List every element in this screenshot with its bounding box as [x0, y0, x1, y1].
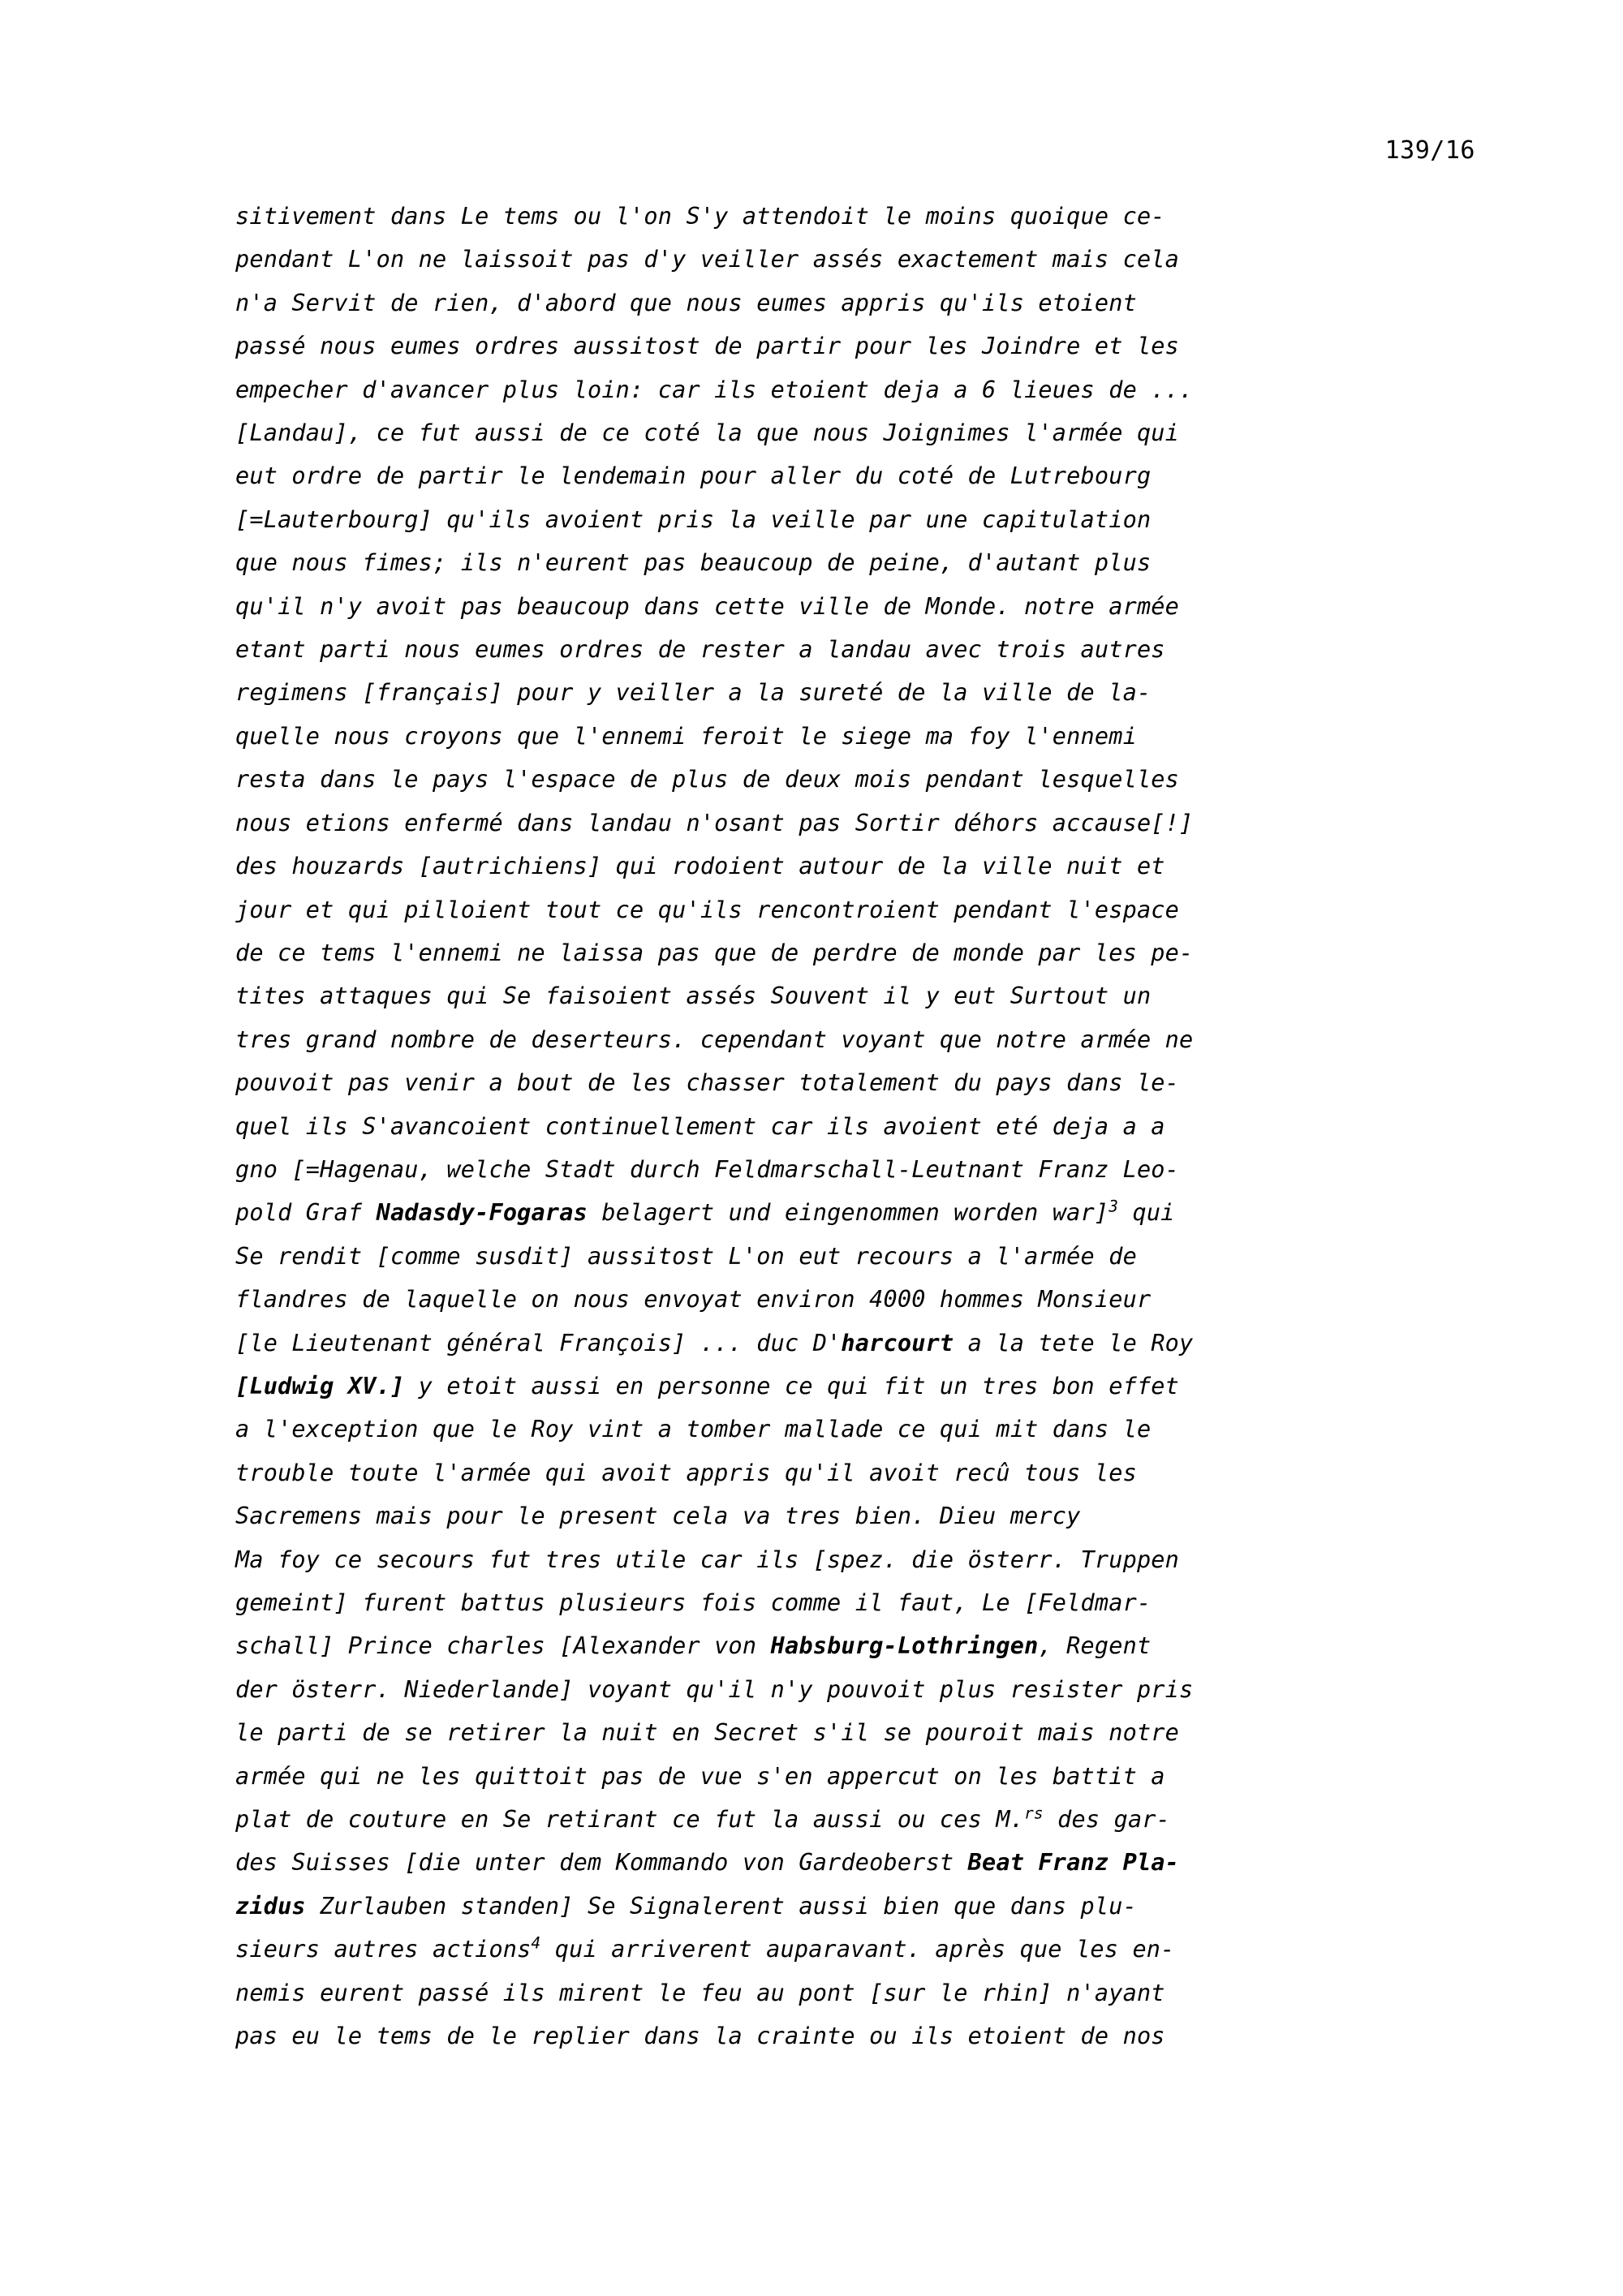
line-segment: Zurlauben standen] Se Signalerent aussi bien que dans plu- — [305, 1892, 1137, 1920]
text-line: tites attaques qui Se faisoient assés Souvent il y eut Surtout un — [235, 982, 1152, 1010]
person-name-habsburg-lothringen: Habsburg-Lothringen — [770, 1632, 1039, 1660]
footnote-marker-3: 3 — [1109, 1197, 1119, 1216]
person-name-harcourt: harcourt — [841, 1329, 954, 1357]
text-line: a l'exception que le Roy vint a tomber mallade ce qui mit dans le — [235, 1416, 1152, 1443]
line-segment: qui — [1118, 1199, 1175, 1227]
line-segment: sieurs autres actions — [235, 1936, 532, 1963]
text-line: flandres de laquelle on nous envoyat environ 4000 hommes Monsieur — [235, 1286, 1152, 1314]
text-line: que nous fimes; ils n'eurent pas beaucoup de peine, d'autant plus — [235, 549, 1152, 577]
line-segment: [le Lieutenant général François] ... duc D' — [235, 1329, 842, 1357]
abbreviation-superscript: rs — [1024, 1804, 1044, 1823]
text-line: armée qui ne les quittoit pas de vue s'en appercut on les battit a — [235, 1762, 1165, 1790]
line-segment: , Regent — [1038, 1632, 1152, 1660]
line-segment: pold Graf — [235, 1199, 377, 1227]
text-line-with-annotation — [235, 1365, 1477, 1408]
text-line: jour et qui pilloient tout ce qu'ils rencontroient pendant l'espace — [235, 896, 1180, 923]
person-name-beat-franz-plazidus: Beat Franz Pla- — [967, 1849, 1180, 1877]
transcription-text — [235, 195, 1477, 2057]
text-line: der österr. Niederlande] voyant qu'il n'y pouvoit plus resister pris — [235, 1675, 1194, 1703]
line-segment: a la tete le Roy — [954, 1329, 1194, 1357]
line-segment: plat de couture en Se retirant ce fut la aussi ou ces M. — [235, 1806, 1025, 1834]
text-line: gno [=Hagenau, welche Stadt durch Feldmarschall-Leutnant Franz Leo- — [235, 1155, 1180, 1183]
line-segment: des Suisses [die unter dem Kommando von Gardeoberst — [235, 1849, 968, 1877]
footnote-marker-4: 4 — [531, 1933, 541, 1953]
text-line: etant parti nous eumes ordres de rester a landau avec trois autres — [235, 636, 1165, 664]
page-number: 139/16 — [1384, 136, 1475, 165]
text-line-with-annotation — [235, 1885, 1477, 1928]
text-line: Sacremens mais pour le present cela va tres bien. Dieu mercy — [235, 1503, 1081, 1530]
text-line: pouvoit pas venir a bout de les chasser totalement du pays dans le- — [235, 1069, 1180, 1097]
line-segment: qui arriverent auparavant. après que les en- — [540, 1936, 1175, 1963]
text-line: Ma foy ce secours fut tres utile car ils [spez. die österr. Truppen — [235, 1546, 1180, 1573]
line-segment: belagert und eingenommen worden war] — [587, 1199, 1109, 1227]
text-line: le parti de se retirer la nuit en Secret s'il se pouroit mais notre — [235, 1719, 1180, 1747]
text-line-with-annotation — [235, 1928, 1477, 1971]
text-line: qu'il n'y avoit pas beaucoup dans cette ville de Monde. notre armée — [235, 592, 1180, 620]
text-line: de ce tems l'ennemi ne laissa pas que de perdre de monde par les pe- — [235, 939, 1194, 966]
person-name-nadasdy: Nadasdy-Fogaras — [376, 1199, 588, 1227]
text-line-with-annotation — [235, 1624, 1477, 1667]
text-line: pendant L'on ne laissoit pas d'y veiller assés exactement mais cela — [235, 246, 1180, 273]
text-line: eut ordre de partir le lendemain pour aller du coté de Lutrebourg — [235, 462, 1152, 490]
text-line: nemis eurent passé ils mirent le feu au pont [sur le rhin] n'ayant — [235, 1979, 1165, 2006]
text-line: nous etions enfermé dans landau n'osant pas Sortir déhors accause[!] — [235, 809, 1194, 836]
text-line: regimens [français] pour y veiller a la sureté de la ville de la- — [235, 679, 1152, 707]
text-line-with-annotation — [235, 1191, 1477, 1234]
line-segment: schall] Prince charles [Alexander von — [235, 1632, 771, 1660]
text-line: gemeint] furent battus plusieurs fois comme il faut, Le [Feldmar- — [235, 1589, 1152, 1616]
line-segment: des gar- — [1043, 1806, 1171, 1834]
text-line: quelle nous croyons que l'ennemi feroit le siege ma foy l'ennemi — [235, 722, 1137, 750]
line-segment: y etoit aussi en personne ce qui fit un tres bon effet — [404, 1372, 1180, 1400]
text-line-with-annotation — [235, 1841, 1477, 1884]
text-line-with-annotation — [235, 1798, 1477, 1841]
person-name-continuation: zidus — [235, 1892, 306, 1920]
text-line: [Landau], ce fut aussi de ce coté la que nous Joignimes l'armée qui — [235, 419, 1180, 447]
text-line: quel ils S'avancoient continuellement car ils avoient eté deja a a — [235, 1112, 1165, 1140]
text-line: passé nous eumes ordres aussitost de partir pour les Joindre et les — [235, 333, 1180, 360]
text-line-with-annotation — [235, 1322, 1477, 1365]
text-line: sitivement dans Le tems ou l'on S'y attendoit le moins quoique ce- — [235, 203, 1165, 230]
text-line: empecher d'avancer plus loin: car ils etoient deja a 6 lieues de ... — [235, 376, 1194, 403]
person-name-ludwig-xv: [Ludwig XV.] — [235, 1372, 405, 1400]
text-line: n'a Servit de rien, d'abord que nous eumes appris qu'ils etoient — [235, 289, 1137, 316]
text-line: des houzards [autrichiens] qui rodoient autour de la ville nuit et — [235, 853, 1165, 880]
text-line: tres grand nombre de deserteurs. cependant voyant que notre armée ne — [235, 1025, 1194, 1053]
text-line: pas eu le tems de le replier dans la crainte ou ils etoient de nos — [235, 2023, 1165, 2050]
text-line: trouble toute l'armée qui avoit appris qu'il avoit recû tous les — [235, 1459, 1137, 1486]
text-line: Se rendit [comme susdit] aussitost L'on eut recours a l'armée de — [235, 1242, 1137, 1270]
text-line: [=Lauterbourg] qu'ils avoient pris la veille par une capitulation — [235, 505, 1152, 533]
text-line: resta dans le pays l'espace de plus de deux mois pendant lesquelles — [235, 766, 1180, 793]
